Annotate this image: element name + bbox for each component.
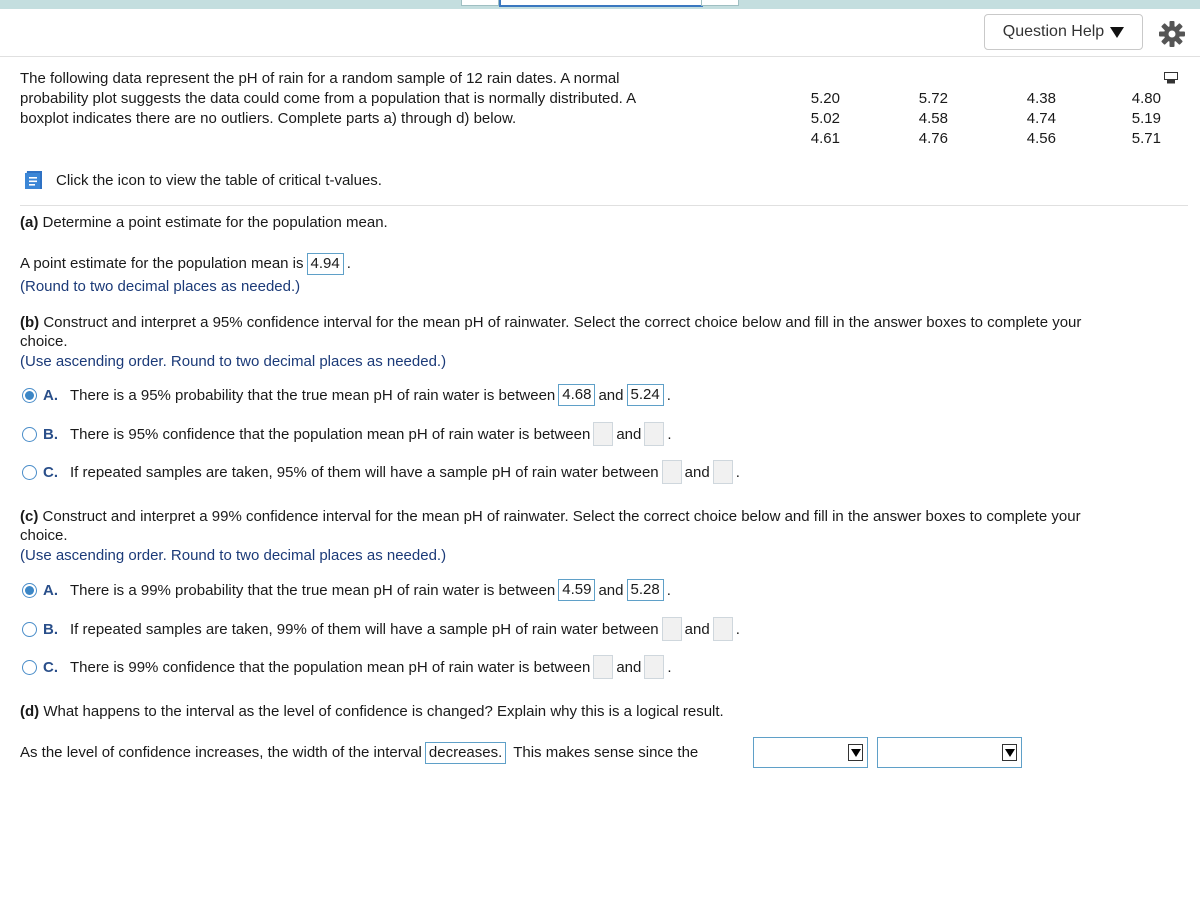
- part-a-prompt-text: Determine a point estimate for the population mean.: [42, 214, 388, 231]
- data-cell: 4.76: [918, 130, 948, 147]
- ci95-high-input[interactable]: [713, 460, 733, 484]
- part-a-prompt: (a) Determine a point estimate for the population mean.: [20, 214, 388, 231]
- choice-text: There is 95% confidence that the population mean pH of rain water is between: [70, 425, 591, 443]
- part-b-choice-b[interactable]: B. There is 95% confidence that the population mean pH of rain water is between and .: [22, 422, 672, 446]
- choice-text: There is 99% confidence that the population mean pH of rain water is between: [70, 658, 591, 676]
- and-label: and: [616, 658, 642, 676]
- and-label: and: [684, 620, 710, 638]
- part-c-prompt: (c) Construct and interpret a 99% confidence interval for the mean pH of rainwater. Select the correct choice below and fill in the answer boxes to complete your: [20, 508, 1081, 525]
- choice-letter: A.: [43, 581, 58, 599]
- data-cell: 5.19: [1131, 110, 1161, 127]
- choice-letter: C.: [43, 463, 58, 481]
- part-d-answer-line: [20, 742, 698, 764]
- part-d-text-mid: This makes sense since the: [513, 744, 699, 761]
- book-icon[interactable]: [22, 170, 44, 190]
- ci95-high-input[interactable]: 5.24: [627, 384, 664, 406]
- ci95-low-input[interactable]: 4.68: [558, 384, 595, 406]
- choice-letter: B.: [43, 425, 58, 443]
- part-d-text-prefix: As the level of confidence increases, the width of the interval: [20, 744, 422, 761]
- choice-letter: C.: [43, 658, 58, 676]
- ci95-low-input[interactable]: [593, 422, 613, 446]
- data-cell: 4.74: [1026, 110, 1056, 127]
- part-b-prompt-cont: choice.: [20, 333, 68, 350]
- choice-text: If repeated samples are taken, 99% of them will have a sample pH of rain water between: [70, 620, 659, 638]
- data-cell: 4.80: [1131, 90, 1161, 107]
- part-c-choice-c[interactable]: C. There is 99% confidence that the population mean pH of rain water is between and .: [22, 655, 672, 679]
- interval-width-answer[interactable]: decreases.: [425, 742, 506, 764]
- radio-selected[interactable]: [22, 583, 37, 598]
- ci99-high-input[interactable]: [713, 617, 733, 641]
- data-cell: 5.02: [810, 110, 840, 127]
- choice-text: There is a 99% probability that the true mean pH of rain water is between: [70, 581, 556, 599]
- part-c-hint: (Use ascending order. Round to two decimal places as needed.): [20, 547, 447, 564]
- ci95-high-input[interactable]: [644, 422, 664, 446]
- part-a-hint: (Round to two decimal places as needed.): [20, 278, 301, 295]
- radio-unselected[interactable]: [22, 622, 37, 637]
- part-a-answer-line: A point estimate for the population mean is 4.94 .: [20, 253, 351, 275]
- radio-unselected[interactable]: [22, 465, 37, 480]
- question-help-label: Question Help: [1002, 23, 1105, 40]
- part-d-prompt: (d) What happens to the interval as the level of confidence is changed? Explain why this is a logical result.: [20, 703, 724, 720]
- radio-unselected[interactable]: [22, 427, 37, 442]
- and-label: and: [616, 425, 642, 443]
- dropdown-arrow-icon[interactable]: [1002, 744, 1017, 761]
- part-b-hint: (Use ascending order. Round to two decimal places as needed.): [20, 353, 447, 370]
- choice-text: There is a 95% probability that the true mean pH of rain water is between: [70, 386, 556, 404]
- radio-unselected[interactable]: [22, 660, 37, 675]
- top-tab[interactable]: [701, 0, 739, 6]
- ci99-low-input[interactable]: [593, 655, 613, 679]
- data-cell: 4.38: [1026, 90, 1056, 107]
- data-cell: 5.20: [810, 90, 840, 107]
- ci99-low-input[interactable]: 4.59: [558, 579, 595, 601]
- ci99-high-input[interactable]: [644, 655, 664, 679]
- data-cell: 5.71: [1131, 130, 1161, 147]
- ci99-high-input[interactable]: 5.28: [627, 579, 664, 601]
- triangle-down-icon: [1110, 27, 1124, 38]
- section-divider: [20, 205, 1188, 206]
- radio-selected[interactable]: [22, 388, 37, 403]
- question-help-button[interactable]: [984, 14, 1143, 50]
- problem-statement: The following data represent the pH of rain for a random sample of 12 rain dates. A normal probability plot suggests the data could come from a population that is normally distributed. A boxplot indicates there are no outliers. Complete parts a) through d) below.: [20, 70, 636, 127]
- reason-select-2[interactable]: [877, 737, 1022, 768]
- header-divider: [0, 56, 1200, 57]
- t-table-link[interactable]: [22, 170, 382, 190]
- data-cell: 5.72: [918, 90, 948, 107]
- and-label: and: [598, 386, 624, 404]
- part-c-choice-a[interactable]: A. There is a 99% probability that the true mean pH of rain water is between 4.59 and 5.28 .: [22, 579, 671, 601]
- data-cell: 4.61: [810, 130, 840, 147]
- data-cell: 4.56: [1026, 130, 1056, 147]
- part-c-prompt-cont: choice.: [20, 527, 68, 544]
- part-a-answer-prefix: A point estimate for the population mean is: [20, 255, 304, 272]
- top-tab-active[interactable]: [499, 0, 703, 7]
- part-b-prompt: (b) Construct and interpret a 95% confidence interval for the mean pH of rainwater. Select the correct choice below and fill in the answer boxes to complete your: [20, 314, 1082, 331]
- ci95-low-input[interactable]: [662, 460, 682, 484]
- gear-icon[interactable]: [1158, 20, 1186, 48]
- ci99-low-input[interactable]: [662, 617, 682, 641]
- data-cell: 4.58: [918, 110, 948, 127]
- part-c-choice-b[interactable]: B. If repeated samples are taken, 99% of them will have a sample pH of rain water between and .: [22, 617, 740, 641]
- top-tab[interactable]: [461, 0, 499, 6]
- part-b-choice-c[interactable]: C. If repeated samples are taken, 95% of them will have a sample pH of rain water between and .: [22, 460, 740, 484]
- choice-text: If repeated samples are taken, 95% of them will have a sample pH of rain water between: [70, 463, 659, 481]
- reason-select-1[interactable]: [753, 737, 868, 768]
- and-label: and: [684, 463, 710, 481]
- point-estimate-input[interactable]: 4.94: [307, 253, 344, 275]
- choice-letter: A.: [43, 386, 58, 404]
- choice-letter: B.: [43, 620, 58, 638]
- dropdown-arrow-icon[interactable]: [848, 744, 863, 761]
- copy-data-icon[interactable]: [1164, 72, 1178, 84]
- t-table-link-text[interactable]: Click the icon to view the table of critical t-values.: [56, 171, 382, 189]
- part-b-choice-a[interactable]: A. There is a 95% probability that the true mean pH of rain water is between 4.68 and 5.24 .: [22, 384, 671, 406]
- and-label: and: [598, 581, 624, 599]
